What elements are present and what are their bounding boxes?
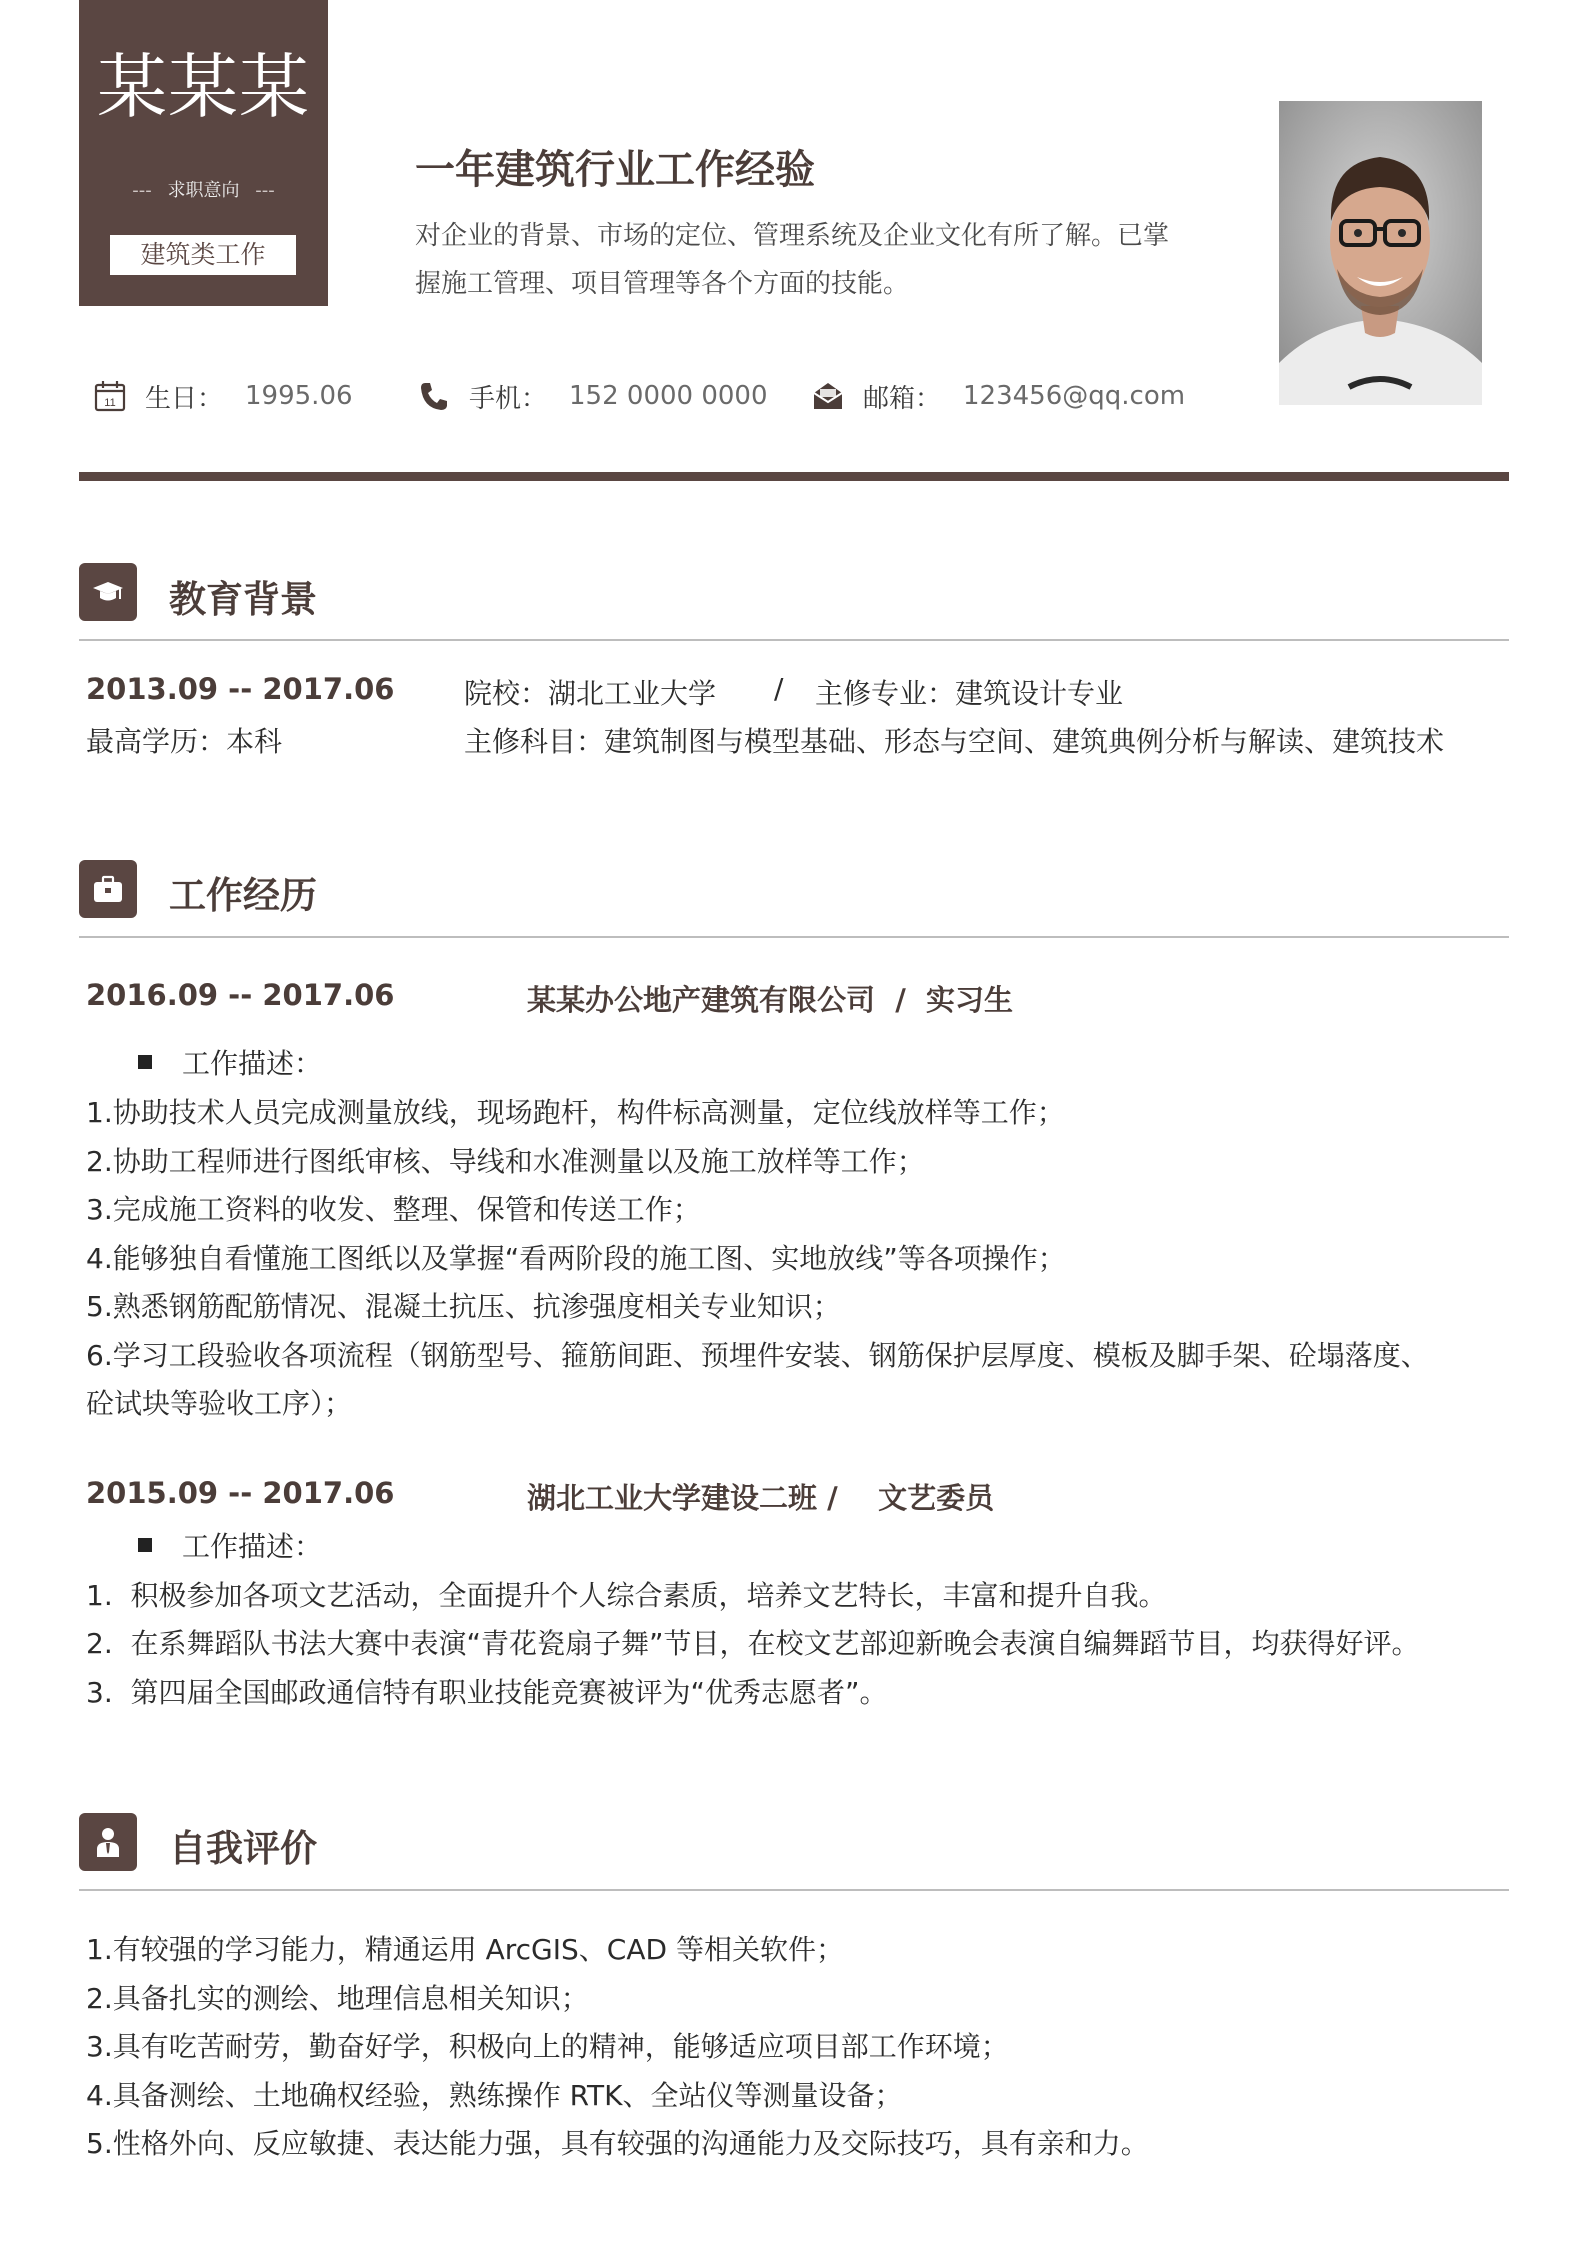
- job-line: 3.完成施工资料的收发、整理、保管和传送工作；: [86, 1193, 701, 1226]
- headline: 一年建筑行业工作经验: [415, 147, 815, 193]
- job-line: 砼试块等验收工序）；: [86, 1387, 353, 1420]
- profile-photo: [1279, 101, 1482, 405]
- self-eval-line: 2.具备扎实的测绘、地理信息相关知识；: [86, 1982, 589, 2015]
- self-eval-line: 3.具有吃苦耐劳，勤奋好学，积极向上的精神，能够适应项目部工作环境；: [86, 2030, 1009, 2063]
- self-eval-line: 1.有较强的学习能力，精通运用 ArcGIS、CAD 等相关软件；: [86, 1933, 844, 1966]
- job-desc-label: 工作描述：: [138, 1525, 322, 1565]
- email-value: 123456@qq.com: [963, 381, 1186, 411]
- section-title-self-evaluation: 自我评价: [169, 1827, 317, 1870]
- name-block: [79, 0, 328, 306]
- education-period: 2013.09 -- 2017.06: [86, 672, 395, 706]
- education-separator: /: [774, 672, 784, 705]
- briefcase-icon: [79, 860, 137, 918]
- self-eval-line: 5.性格外向、反应敏捷、表达能力强，具有较强的沟通能力及交际技巧，具有亲和力。: [86, 2127, 1149, 2160]
- job-line: 1. 积极参加各项文艺活动，全面提升个人综合素质，培养文艺特长，丰富和提升自我。: [86, 1579, 1167, 1612]
- job-organization: 湖北工业大学建设二班 / 文艺委员: [527, 1481, 995, 1515]
- contact-email: [811, 376, 1185, 416]
- education-degree: 最高学历：本科: [86, 725, 283, 758]
- phone-value: 152 0000 0000: [569, 381, 768, 411]
- phone-label: 手机：: [469, 383, 548, 414]
- education-school: 院校：湖北工业大学: [464, 677, 717, 710]
- job-line: 3. 第四届全国邮政通信特有职业技能竞赛被评为“优秀志愿者”。: [86, 1676, 888, 1709]
- contact-phone: [417, 376, 768, 416]
- candidate-name: 某某某: [97, 46, 310, 128]
- phone-icon: [417, 379, 451, 413]
- header-divider: [79, 472, 1509, 481]
- graduation-cap-icon: [79, 563, 137, 621]
- job-line: 4.能够独自看懂施工图纸以及掌握“看两阶段的施工图、实地放线”等各项操作；: [86, 1242, 1066, 1275]
- contact-birth: [93, 376, 353, 416]
- education-divider: [79, 639, 1509, 641]
- job-period: 2016.09 -- 2017.06: [86, 978, 395, 1012]
- intent-dash-left: ---: [132, 180, 152, 201]
- calendar-day: 11: [104, 397, 116, 409]
- self-eval-line: 4.具备测绘、土地确权经验，熟练操作 RTK、全站仪等测量设备；: [86, 2079, 903, 2112]
- bullet-square-icon: [138, 1055, 152, 1069]
- section-title-education: 教育背景: [169, 578, 317, 621]
- education-courses: 主修科目：建筑制图与模型基础、形态与空间、建筑典例分析与解读、建筑技术: [464, 725, 1445, 758]
- job-line: 2. 在系舞蹈队书法大赛中表演“青花瓷扇子舞”节目，在校文艺部迎新晚会表演自编舞蹈节目，均获得好评。: [86, 1627, 1420, 1660]
- work-divider: [79, 936, 1509, 938]
- intent-label: 求职意向: [167, 180, 240, 201]
- job-line: 2.协助工程师进行图纸审核、导线和水准测量以及施工放样等工作；: [86, 1145, 925, 1178]
- job-desc-label: 工作描述：: [138, 1042, 322, 1082]
- job-target: 建筑类工作: [110, 235, 296, 275]
- birth-label: 生日：: [145, 383, 224, 414]
- birth-value: 1995.06: [245, 381, 353, 411]
- education-major: 主修专业：建筑设计专业: [815, 677, 1124, 710]
- job-line: 1.协助技术人员完成测量放线，现场跑杆，构件标高测量，定位线放样等工作；: [86, 1096, 1065, 1129]
- summary: 对企业的背景、市场的定位、管理系统及企业文化有所了解。已掌握施工管理、项目管理等各个方面的技能。: [415, 221, 1170, 299]
- job-organization: 某某办公地产建筑有限公司 / 实习生: [527, 983, 1013, 1017]
- bullet-square-icon: [138, 1538, 152, 1552]
- user-icon: [79, 1813, 137, 1871]
- intent-dash-right: ---: [255, 180, 275, 201]
- section-title-work: 工作经历: [169, 874, 317, 917]
- job-line: 5.熟悉钢筋配筋情况、混凝土抗压、抗渗强度相关专业知识；: [86, 1290, 841, 1323]
- intent-row: [79, 176, 328, 202]
- job-line: 6.学习工段验收各项流程（钢筋型号、箍筋间距、预埋件安装、钢筋保护层厚度、模板及脚手架、砼塌落度、: [86, 1339, 1429, 1372]
- self-eval-divider: [79, 1889, 1509, 1891]
- email-label: 邮箱：: [863, 383, 942, 414]
- mail-icon: [811, 379, 845, 413]
- job-period: 2015.09 -- 2017.06: [86, 1476, 395, 1510]
- calendar-icon: [93, 379, 127, 413]
